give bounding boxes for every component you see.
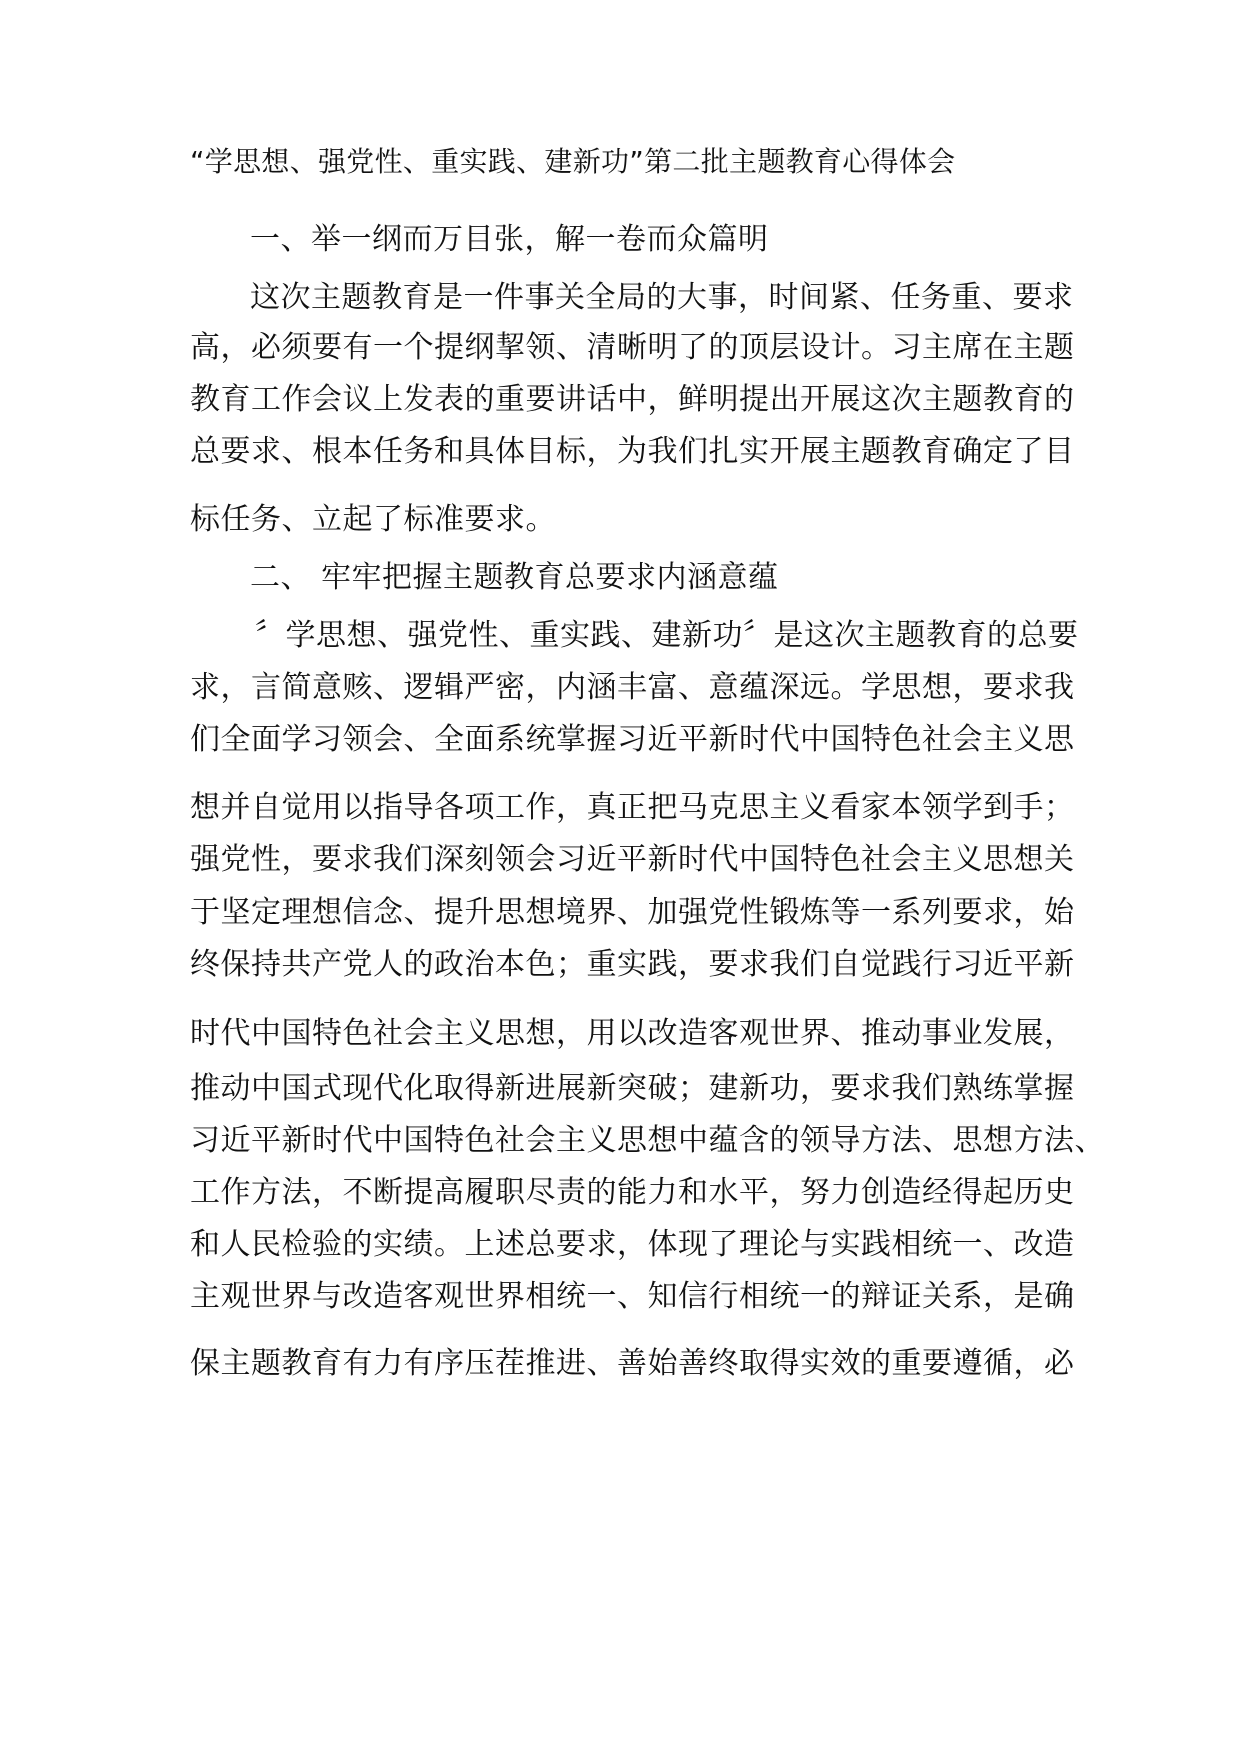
paragraph-line: 教育工作会议上发表的重要讲话中，鲜明提出开展这次主题教育的 <box>190 382 1075 417</box>
paragraph-line: 和人民检验的实绩。上述总要求，体现了理论与实践相统一、改造 <box>190 1227 1075 1262</box>
paragraph-line: 习近平新时代中国特色社会主义思想中蕴含的领导方法、思想方法、 <box>190 1123 1105 1158</box>
paragraph-line: 高，必须要有一个提纲挈领、清晰明了的顶层设计。习主席在主题 <box>190 330 1075 365</box>
paragraph-line: 工作方法，不断提高履职尽责的能力和水平，努力创造经得起历史 <box>190 1175 1075 1210</box>
document-title: “学思想、强党性、重实践、建新功”第二批主题教育心得体会 <box>190 145 956 178</box>
paragraph-line: 主观世界与改造客观世界相统一、知信行相统一的辩证关系，是确 <box>190 1279 1075 1314</box>
paragraph-line: 总要求、根本任务和具体目标，为我们扎实开展主题教育确定了目 <box>190 434 1075 469</box>
paragraph-line: 标任务、立起了标准要求。 <box>190 502 556 537</box>
paragraph-line: 想并自觉用以指导各项工作，真正把马克思主义看家本领学到手； <box>190 790 1075 825</box>
paragraph-line: 们全面学习领会、全面系统掌握习近平新时代中国特色社会主义思 <box>190 722 1075 757</box>
paragraph-line: 时代中国特色社会主义思想，用以改造客观世界、推动事业发展， <box>190 1016 1075 1051</box>
section-heading-2: 二、 牢牢把握主题教育总要求内涵意蕴 <box>250 560 779 595</box>
paragraph-line: 终保持共产党人的政治本色；重实践，要求我们自觉践行习近平新 <box>190 947 1075 982</box>
paragraph-line: 求，言简意赅、逻辑严密，内涵丰富、意蕴深远。学思想，要求我 <box>190 670 1075 705</box>
section-heading-1: 一、举一纲而万目张，解一卷而众篇明 <box>250 222 769 257</box>
paragraph-line: 推动中国式现代化取得新进展新突破；建新功，要求我们熟练掌握 <box>190 1071 1075 1106</box>
paragraph-line: 保主题教育有力有序压茬推进、善始善终取得实效的重要遵循，必 <box>190 1346 1075 1381</box>
paragraph-line: 〞学思想、强党性、重实践、建新功〞是这次主题教育的总要 <box>255 618 1079 653</box>
paragraph-line: 这次主题教育是一件事关全局的大事，时间紧、任务重、要求 <box>250 280 1074 315</box>
paragraph-line: 于坚定理想信念、提升思想境界、加强党性锻炼等一系列要求，始 <box>190 895 1075 930</box>
paragraph-line: 强党性，要求我们深刻领会习近平新时代中国特色社会主义思想关 <box>190 842 1075 877</box>
